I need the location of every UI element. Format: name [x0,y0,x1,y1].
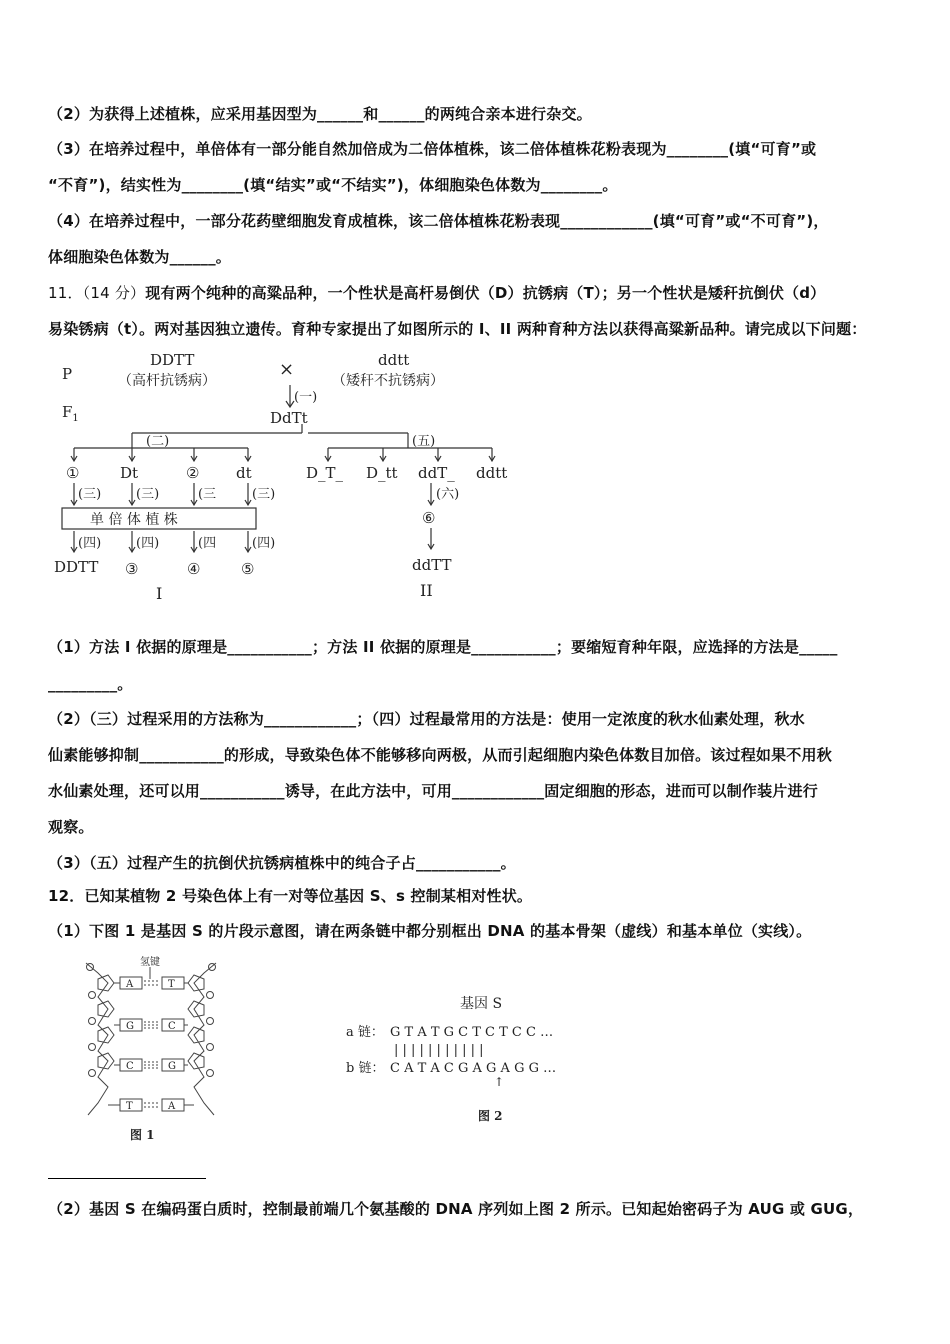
base-t-2: T [126,1101,133,1112]
step-4-label-2: (四) [136,536,160,551]
q10-part3-line2: “不育”)，结实性为________(填“结实”或“不结实”)，体细胞染色体数为________。 [48,176,618,194]
f2-d-t: D_T_ [306,464,344,482]
dna-figure-1 [78,955,238,1145]
final-ddtt: ddTT [412,556,452,574]
q12-part2: （2）基因 S 在编码蛋白质时，控制最前端几个氨基酸的 DNA 序列如上图 2 所示。已知起始密码子为 AUG 或 GUG， [48,1200,864,1218]
gene-s-title: 基因 S [460,996,503,1012]
step-4-label-1: (四) [78,536,102,551]
gamete-2: ② [186,464,200,482]
parent2-genotype: ddtt [378,351,410,369]
circle-6: ⑥ [422,509,436,527]
q11-part2-line2: 仙素能够抑制___________的形成，导致染色体不能够移向两极，从而引起细胞内染色体数目加倍。该过程如果不用秋 [48,746,832,764]
hbond-label: 氢键 [140,957,160,968]
q11-part2-line3: 水仙素处理，还可以用___________诱导，在此方法中，可用____________固定细胞的形态，进而可以制作装片进行 [48,782,818,800]
q11-part3: （3）（五）过程产生的抗倒伏抗锈病植株中的纯合子占___________。 [48,854,516,872]
f1-genotype: DdTt [270,409,308,427]
method-2-label: II [420,581,433,600]
result-ddtt-homozygous: DDTT [54,558,99,576]
base-pair-bars: | | | | | | | | | | | [394,1043,484,1058]
method-1-label: I [156,584,163,603]
label-f1-sub: 1 [72,413,79,424]
gamete-dt-lower: dt [236,464,252,482]
base-g: G [126,1021,134,1032]
step-3-label-3: (三 [198,487,217,502]
q10-part4-line1: （4）在培养过程中，一部分花药壁细胞发育成植株，该二倍体植株花粉表现____________(填“可育”或“不可育”)， [48,212,829,230]
result-5: ⑤ [241,560,255,578]
f2-ddtt: ddtt [476,464,508,482]
breeding-diagram [50,345,530,610]
figure-1-caption: 图 1 [130,1128,155,1142]
step-2-label: (二) [146,434,170,449]
label-f1 [62,403,79,424]
q11-stem: 现有两个纯种的高粱品种，一个性状是高杆易倒伏（D）抗锈病（T）；另一个性状是矮秆抗倒伏（d） [145,284,826,302]
q11-stem-line1 [48,282,825,303]
step-3-label-1: (三) [78,487,102,502]
f2-d-tt: D_tt [366,464,398,482]
base-g-2: G [168,1061,176,1072]
q10-part2: （2）为获得上述植株，应采用基因型为______和______的两纯合亲本进行杂交。 [48,105,592,123]
label-f1-main: F [62,403,73,421]
b-strand-sequence: C A T A C G A G A G G … [390,1061,557,1076]
haploid-box-label: 单 倍 体 植 株 [90,512,178,528]
q11-stem-line2: 易染锈病（t）。两对基因独立遗传。育种专家提出了如图所示的 I、II 两种育种方法以获得高粱新品种。请完成以下问题： [48,320,867,338]
parent1-phenotype: （高杆抗锈病） [118,373,216,389]
base-a: A [126,979,134,990]
base-c: C [168,1021,176,1032]
mutation-arrow-icon: ↑ [494,1075,505,1089]
q12-part1: （1）下图 1 是基因 S 的片段示意图，请在两条链中都分别框出 DNA 的基本骨架（虚线）和基本单位（实线）。 [48,922,812,940]
step-1-label: (一) [294,390,318,405]
q11-part2-line4: 观察。 [48,818,94,836]
dna-figure-2 [342,990,592,1130]
a-strand-sequence: G T A T G C T C T C C … [390,1025,554,1040]
parent1-genotype: DDTT [150,351,195,369]
q10-part3-line1: （3）在培养过程中，单倍体有一部分能自然加倍成为二倍体植株，该二倍体植株花粉表现为________(填“可育”或 [48,140,817,158]
a-strand-label: a 链： [346,1025,384,1040]
step-3-label-2: (三) [136,487,160,502]
gamete-1: ① [66,464,80,482]
step-6-label: (六) [436,487,460,502]
base-c-2: C [126,1061,134,1072]
result-3: ③ [125,560,139,578]
q12-stem: 12．已知某植物 2 号染色体上有一对等位基因 S、s 控制某相对性状。 [48,887,533,905]
footnote-rule [48,1178,206,1179]
step-3-label-4: (三) [252,487,276,502]
step-5-label: (五) [412,434,436,449]
q11-part1-line1: （1）方法 I 依据的原理是___________；方法 II 依据的原理是___________；要缩短育种年限，应选择的方法是_____ [48,638,838,656]
q10-part4-line2: 体细胞染色体数为______。 [48,248,232,266]
b-strand-label: b 链： [346,1061,385,1076]
step-4-label-3: (四 [198,536,217,551]
result-4: ④ [187,560,201,578]
cross-symbol: × [279,359,295,380]
figure-2-caption: 图 2 [478,1109,503,1123]
label-p: P [62,365,73,383]
q11-number: 11．（14 分） [48,284,146,302]
q11-part1-line2: _________。 [48,675,133,693]
parent2-phenotype: （矮秆不抗锈病） [332,373,444,389]
base-t: T [168,979,175,990]
f2-dd-t: ddT_ [418,464,455,482]
step-4-label-4: (四) [252,536,276,551]
q11-part2-line1: （2）（三）过程采用的方法称为____________；（四）过程最常用的方法是：使用一定浓度的秋水仙素处理，秋水 [48,710,805,728]
base-a-2: A [168,1101,176,1112]
gamete-dt-upper: Dt [120,464,139,482]
